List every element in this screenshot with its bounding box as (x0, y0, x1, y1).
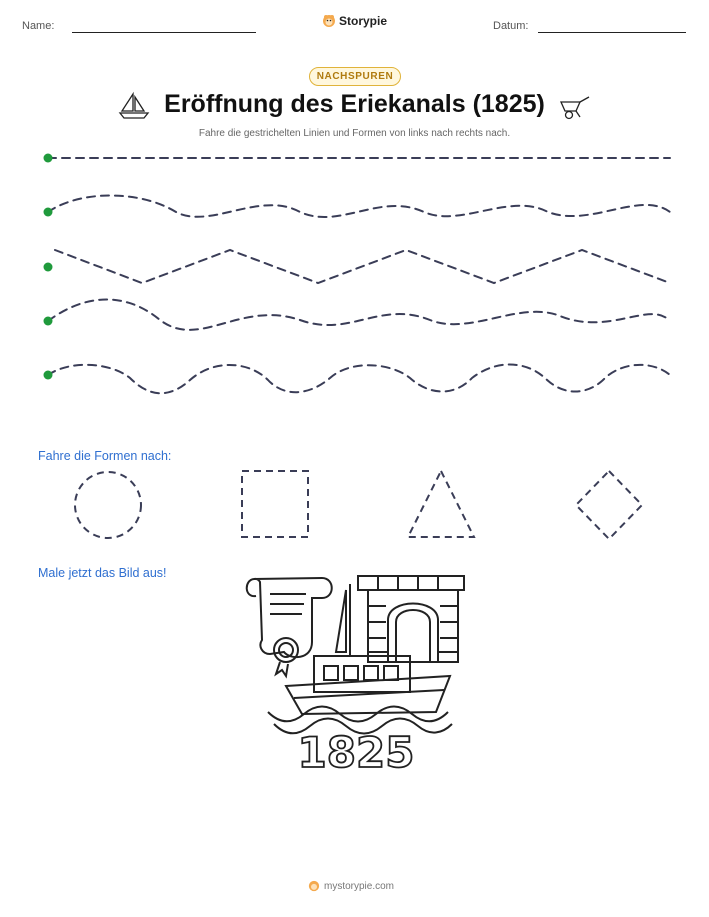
start-dot (44, 263, 53, 272)
page-title: Eröffnung des Eriekanals (1825) (164, 90, 545, 118)
seal-icon (274, 638, 298, 662)
erie-canal-coloring-picture[interactable] (240, 572, 470, 777)
start-dot (44, 317, 53, 326)
tracing-line-zigzag (55, 250, 670, 283)
start-dot (44, 154, 53, 163)
shapes-label: Fahre die Formen nach: (38, 449, 172, 463)
aqueduct-icon (358, 576, 464, 662)
coloring-label: Male jetzt das Bild aus! (38, 566, 167, 580)
tracing-line-wave (48, 196, 670, 217)
start-dot (44, 371, 53, 380)
triangle-icon (408, 471, 474, 537)
activity-badge: NACHSPUREN (309, 67, 401, 86)
square-icon (242, 471, 308, 537)
footer-url[interactable]: mystorypie.com (324, 880, 395, 892)
instructions: Fahre die gestrichelten Linien und Formen von links nach rechts nach. (198, 128, 511, 139)
footer (308, 880, 394, 892)
storypie-icon (308, 880, 320, 892)
brand-name: Storypie (339, 14, 388, 28)
circle-icon (75, 472, 141, 538)
date-label: Datum: (493, 20, 529, 32)
diamond-icon (576, 471, 642, 539)
name-label: Name: (22, 20, 55, 32)
scroll-icon (254, 578, 332, 657)
tracing-shapes[interactable] (0, 460, 709, 550)
tracing-line-wave-deep (48, 365, 670, 394)
tracing-lines[interactable] (0, 0, 709, 420)
year-outline: 1825 (297, 728, 415, 777)
tracing-line-wave-2 (48, 299, 670, 329)
start-dot (44, 208, 53, 217)
